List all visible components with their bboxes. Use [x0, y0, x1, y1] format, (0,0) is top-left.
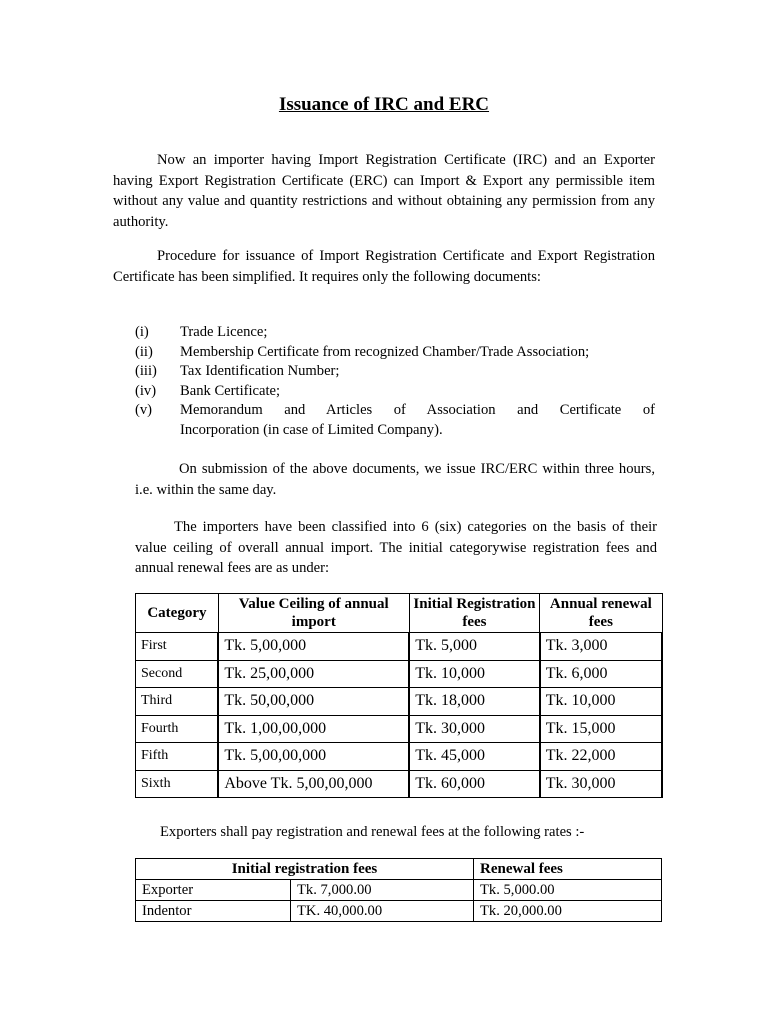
table-cell: Tk. 6,000: [540, 660, 662, 688]
list-item: (iv) Bank Certificate;: [135, 382, 281, 399]
submission-paragraph: On submission of the above documents, we issue IRC/ERC within three hours, i.e. within the same day.: [135, 461, 655, 498]
table-cell: Tk. 5,00,000: [218, 633, 409, 661]
table-row: [136, 743, 663, 771]
exporter-fees-table: [135, 858, 662, 922]
table-row: [136, 633, 663, 661]
table-cell: Tk. 1,00,00,000: [218, 715, 409, 743]
exporters-paragraph: Exporters shall pay registration and renewal fees at the following rates :-: [160, 824, 585, 840]
column-header: Initial registration fees: [136, 859, 474, 880]
table-row: [136, 660, 663, 688]
table-cell: Tk. 20,000.00: [474, 901, 662, 922]
table-header-row: [136, 859, 662, 880]
table-cell: Tk. 5,000.00: [474, 880, 662, 901]
column-header: Value Ceiling of annual import: [218, 594, 409, 633]
intro-paragraph: Now an importer having Import Registration Certificate (IRC) and an Exporter having Export Registration Certificate (ERC) can Import & Export any permissible item without any value and quantity restrictions and without obtaining any permission from any authority.: [113, 152, 655, 230]
procedure-paragraph: Procedure for issuance of Import Registration Certificate and Export Registration Certificate has been simplified. It requires only the following documents:: [113, 248, 655, 285]
table-cell: Sixth: [136, 770, 219, 798]
table-cell: Tk. 30,000: [409, 715, 540, 743]
table-cell: Tk. 5,000: [409, 633, 540, 661]
table-cell: Tk. 18,000: [409, 688, 540, 716]
table-cell: Tk. 7,000.00: [291, 880, 474, 901]
column-header: Category: [136, 594, 219, 633]
table-cell: Fourth: [136, 715, 219, 743]
table-row: [136, 715, 663, 743]
table-cell: Tk. 5,00,00,000: [218, 743, 409, 771]
list-item: (i) Trade Licence;: [135, 324, 268, 340]
table-cell: TK. 40,000.00: [291, 901, 474, 922]
table-header-row: [136, 594, 663, 633]
table-cell: Tk. 10,000: [540, 688, 662, 716]
table-cell: Tk. 45,000: [409, 743, 540, 771]
table-cell: Tk. 30,000: [540, 770, 662, 798]
table-row: [136, 901, 662, 922]
table-cell: Tk. 25,00,000: [218, 660, 409, 688]
table-row: [136, 880, 662, 901]
table-cell: Exporter: [136, 880, 291, 901]
table-cell: Tk. 22,000: [540, 743, 662, 771]
table-cell: Tk. 10,000: [409, 660, 540, 688]
documents-list: [135, 323, 655, 441]
categories-paragraph: The importers have been classified into 6 (six) categories on the basis of their value ceiling of overall annual import. The initial categorywise registration fees and annual renewal fees are as under:: [135, 519, 657, 576]
table-row: [136, 688, 663, 716]
table-cell: Tk. 50,00,000: [218, 688, 409, 716]
list-item: (v) Memorandum and Articles of Association and Certificate of: [135, 402, 655, 419]
table-cell: Tk. 3,000: [540, 633, 662, 661]
table-cell: Indentor: [136, 901, 291, 922]
table-cell: Third: [136, 688, 219, 716]
table-cell: Second: [136, 660, 219, 688]
column-header: Renewal fees: [474, 859, 662, 880]
list-item: (iii) Tax Identification Number;: [135, 363, 340, 380]
table-cell: Above Tk. 5,00,00,000: [218, 770, 409, 798]
table-cell: Tk. 60,000: [409, 770, 540, 798]
list-item: (ii) Membership Certificate from recognized Chamber/Trade Association;: [135, 343, 590, 360]
column-header: Initial Registration fees: [409, 594, 540, 633]
importer-fees-table: [135, 593, 663, 798]
table-cell: Fifth: [136, 743, 219, 771]
table-row: [136, 770, 663, 798]
page-title: Issuance of IRC and ERC: [278, 94, 490, 115]
table-cell: Tk. 15,000: [540, 715, 662, 743]
column-header: Annual renewal fees: [540, 594, 662, 633]
list-item-continuation: Incorporation (in case of Limited Company).: [180, 421, 443, 438]
table-cell: First: [136, 633, 219, 661]
